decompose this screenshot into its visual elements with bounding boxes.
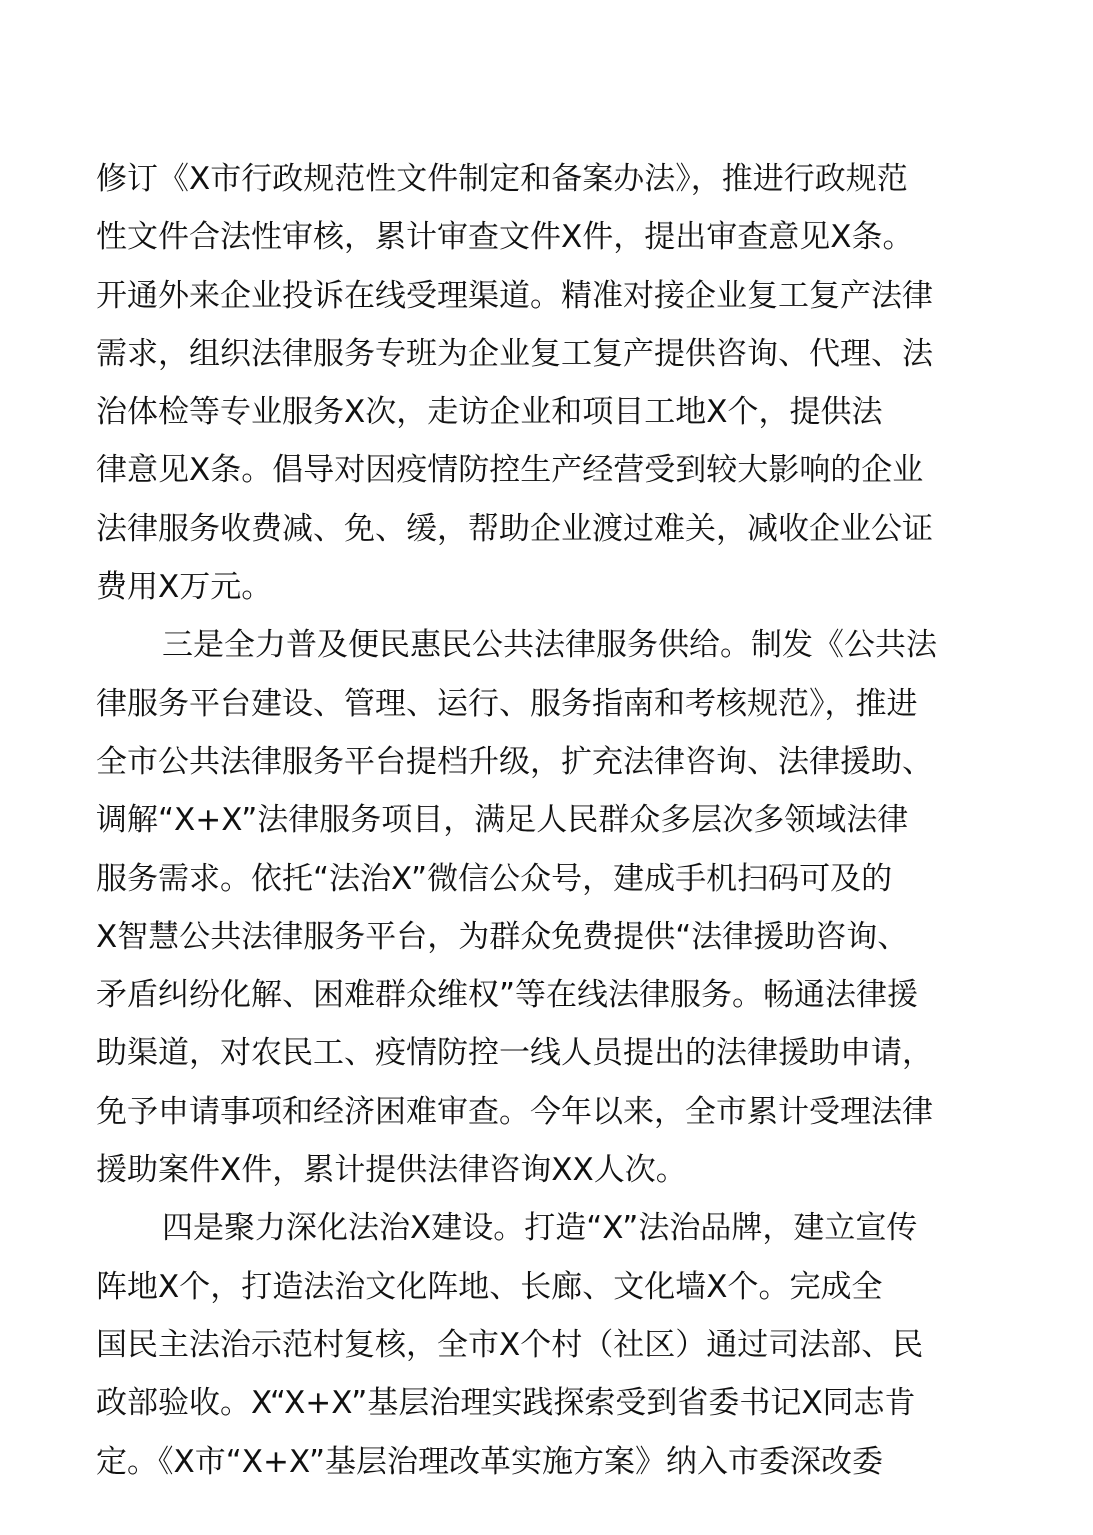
text-line: 助渠道，对农民工、疫情防控一线人员提出的法律援助申请， bbox=[96, 1035, 933, 1072]
text-line: 调解“X+X”法律服务项目，满足人民群众多层次多领域法律 bbox=[96, 802, 909, 839]
text-line: 治体检等专业服务X次，走访企业和项目工地X个，提供法 bbox=[96, 394, 883, 431]
text-line: X智慧公共法律服务平台，为群众免费提供“法律援助咨询、 bbox=[96, 918, 909, 955]
text-line: 律服务平台建设、管理、运行、服务指南和考核规范》，推进 bbox=[96, 685, 918, 722]
text-line: 援助案件X件，累计提供法律咨询XX人次。 bbox=[96, 1152, 687, 1189]
text-line: 全市公共法律服务平台提档升级，扩充法律咨询、法律援助、 bbox=[96, 743, 933, 780]
text-line: 性文件合法性审核，累计审查文件X件，提出审查意见X条。 bbox=[96, 219, 914, 256]
text-line: 国民主法治示范村复核，全市X个村（社区）通过司法部、民 bbox=[96, 1326, 924, 1363]
text-line: 法律服务收费减、免、缓，帮助企业渡过难关，减收企业公证 bbox=[96, 510, 933, 547]
text-line: 矛盾纠纷化解、困难群众维权”等在线法律服务。畅通法律援 bbox=[96, 977, 919, 1014]
text-line: 律意见X条。倡导对因疫情防控生产经营受到较大影响的企业 bbox=[96, 452, 924, 489]
text-line: 开通外来企业投诉在线受理渠道。精准对接企业复工复产法律 bbox=[96, 277, 933, 314]
text-line: 定。《X市“X+X”基层治理改革实施方案》纳入市委深改委 bbox=[96, 1443, 884, 1480]
paragraph-start-line: 四是聚力深化法治X建设。打造“X”法治品牌，建立宣传 bbox=[162, 1210, 918, 1247]
document-body bbox=[96, 150, 1006, 1491]
text-line: 阵地X个，打造法治文化阵地、长廊、文化墙X个。完成全 bbox=[96, 1268, 883, 1305]
text-line: 修订《X市行政规范性文件制定和备案办法》，推进行政规范 bbox=[96, 161, 908, 197]
paragraph-start-line: 三是全力普及便民惠民公共法律服务供给。制发《公共法 bbox=[162, 627, 937, 664]
text-line: 费用X万元。 bbox=[96, 569, 273, 606]
text-line: 免予申请事项和经济困难审查。今年以来，全市累计受理法律 bbox=[96, 1093, 933, 1130]
text-line: 政部验收。X“X+X”基层治理实践探索受到省委书记X同志肯 bbox=[96, 1385, 916, 1422]
text-line: 需求，组织法律服务专班为企业复工复产提供咨询、代理、法 bbox=[96, 335, 933, 372]
text-line: 服务需求。依托“法治X”微信公众号，建成手机扫码可及的 bbox=[96, 860, 893, 897]
